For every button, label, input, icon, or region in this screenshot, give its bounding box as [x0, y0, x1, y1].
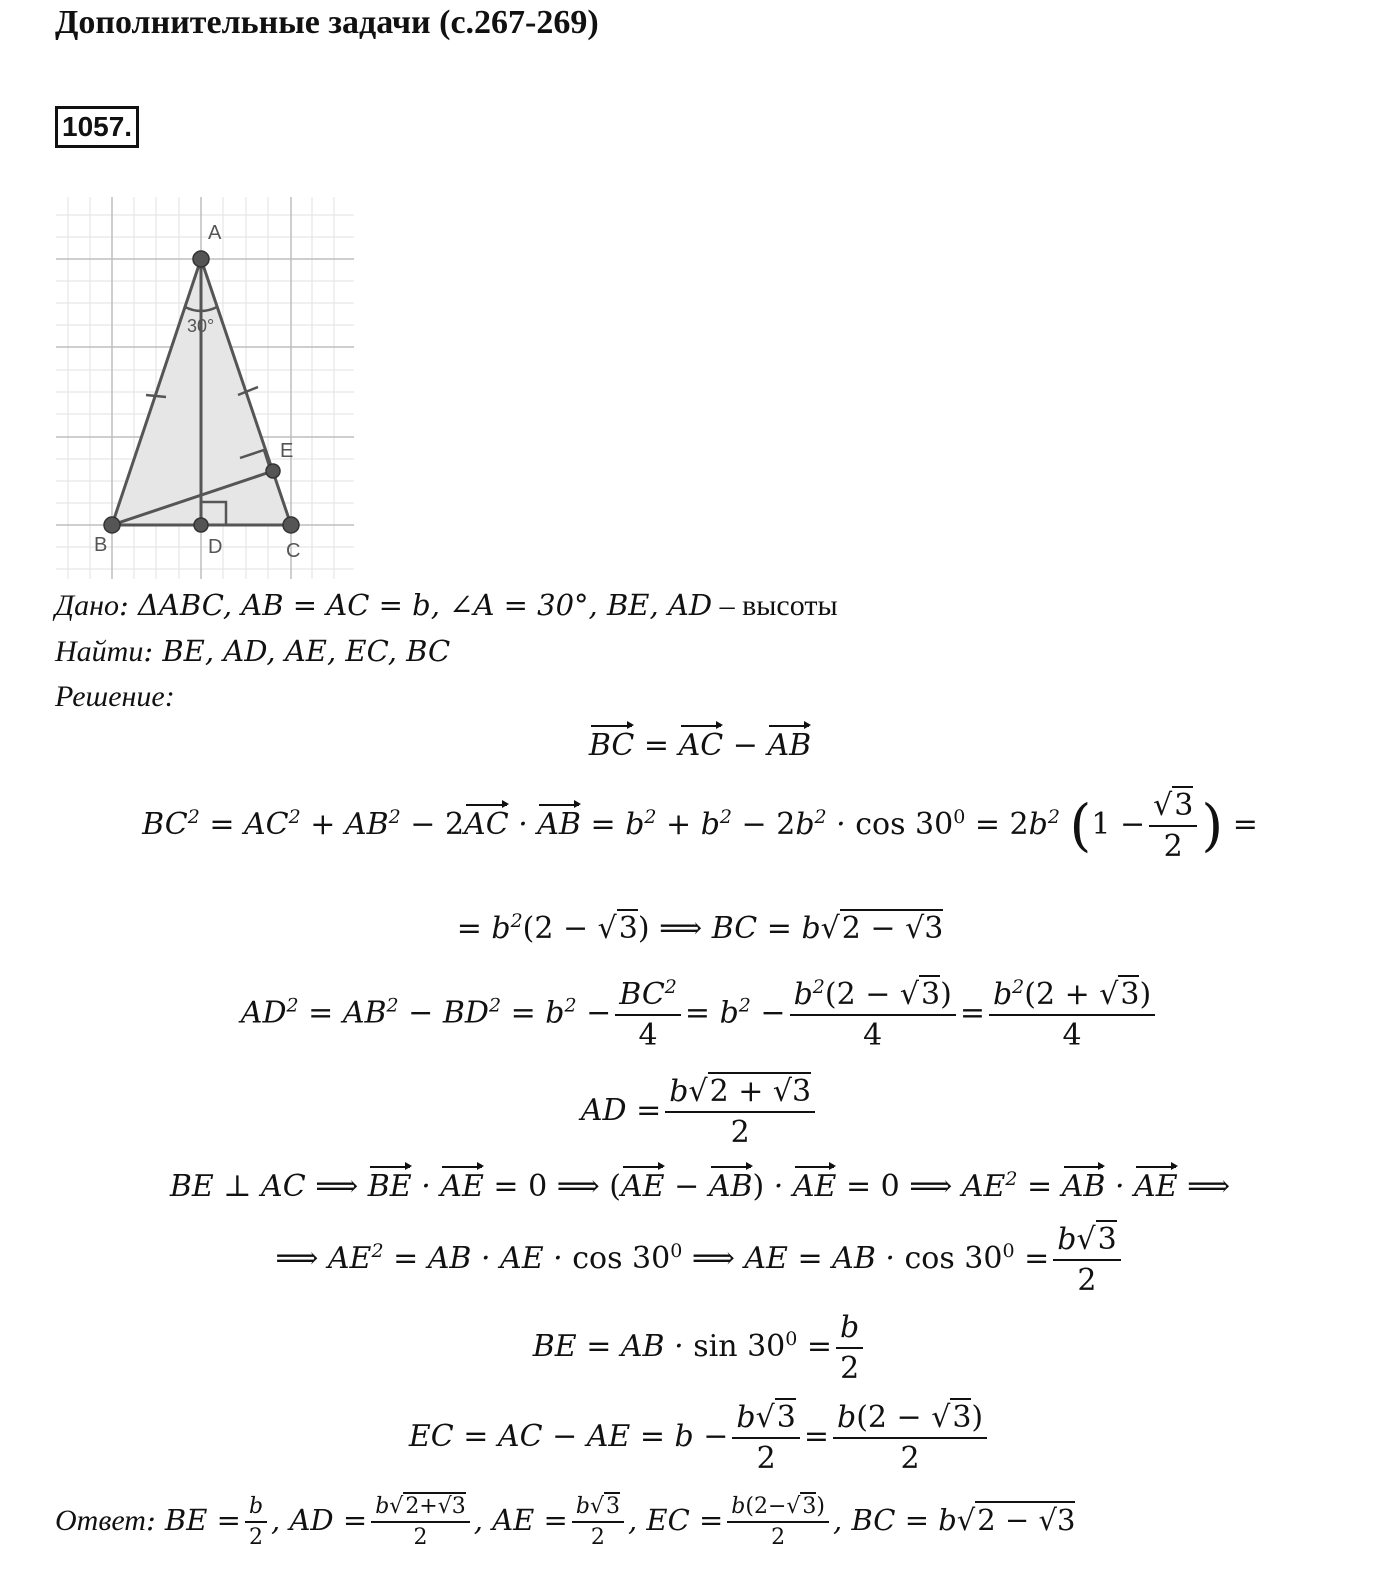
given-text: : ΔABC, AB = AC = b, ∠A = 30°, BE, AD: [118, 588, 713, 622]
given-label: Дано: [55, 589, 119, 622]
angle-label: 30°: [187, 316, 215, 336]
equation-5: AD = $\frac{b√2 + √3}{2}$: [0, 1074, 1400, 1150]
find-line: [55, 634, 450, 669]
triangle-figure: [56, 197, 354, 579]
label-e: E: [280, 440, 294, 462]
find-label: Найти: [55, 635, 144, 668]
equation-9: EC = AC − AE = b − $\frac{b√3}{2}$ = $\frac{b(2 - √3)}{2}$: [0, 1400, 1400, 1476]
equation-4: $AD^2 = AB^2 - BD^2 = b^2$ − $\frac{BC^2}{4}$ = $b^2$ − $\frac{b^2(2 - √3)}{4}$ = $\frac{b^2(2 + √3)}{4}$: [0, 976, 1400, 1053]
equation-3: = $b^2(2 - √3)$ ⟹ BC = b√2 − √3: [456, 910, 944, 946]
problem-number: 1057.: [55, 106, 139, 148]
label-d: D: [208, 536, 223, 558]
label-c: C: [286, 540, 301, 562]
equation-1: BC = AC − AB: [588, 728, 812, 763]
equation-2: $BC^2 = AC^2 + AB^2 - 2AC$ · AB = $b^2 + b^2 - 2b^2 \cdot \cos 30^0 = 2b^2$ (1 − $\frac{√3}{2}$ ) =: [142, 788, 1258, 864]
equation-7: ⟹ $AE^2$ = AB · AE · $\cos 30^0$ ⟹ AE = AB · $\cos 30^0$ = $\frac{b√3}{2}$: [0, 1222, 1400, 1298]
label-a: A: [208, 222, 222, 244]
find-text: : BE, AD, AE, EC, BC: [143, 634, 451, 668]
given-line: [55, 588, 838, 623]
page-title: Дополнительные задачи (с.267-269): [55, 4, 599, 41]
given-suffix: – высоты: [712, 589, 838, 622]
answer-label: Ответ: [55, 1504, 146, 1537]
answer-line: Ответ: BE = $\frac{b}{2}$ , AD = $\frac{b√2+√3}{2}$ , AE = $\frac{b√3}{2}$ , EC = $\frac{b(2-√3)}{2}$ , BC = b√2 − √3: [55, 1494, 1076, 1550]
label-b: B: [94, 534, 108, 556]
equation-8: BE = AB · $\sin 30^0$ = $\frac{b}{2}$: [0, 1310, 1400, 1386]
equation-6: BE ⊥ AC ⟹ BE · AE = 0 ⟹ (AE − AB) · AE = 0 ⟹ $AE^2$ = AB · AE ⟹: [169, 1168, 1231, 1204]
solution-label: Решение:: [55, 680, 175, 713]
